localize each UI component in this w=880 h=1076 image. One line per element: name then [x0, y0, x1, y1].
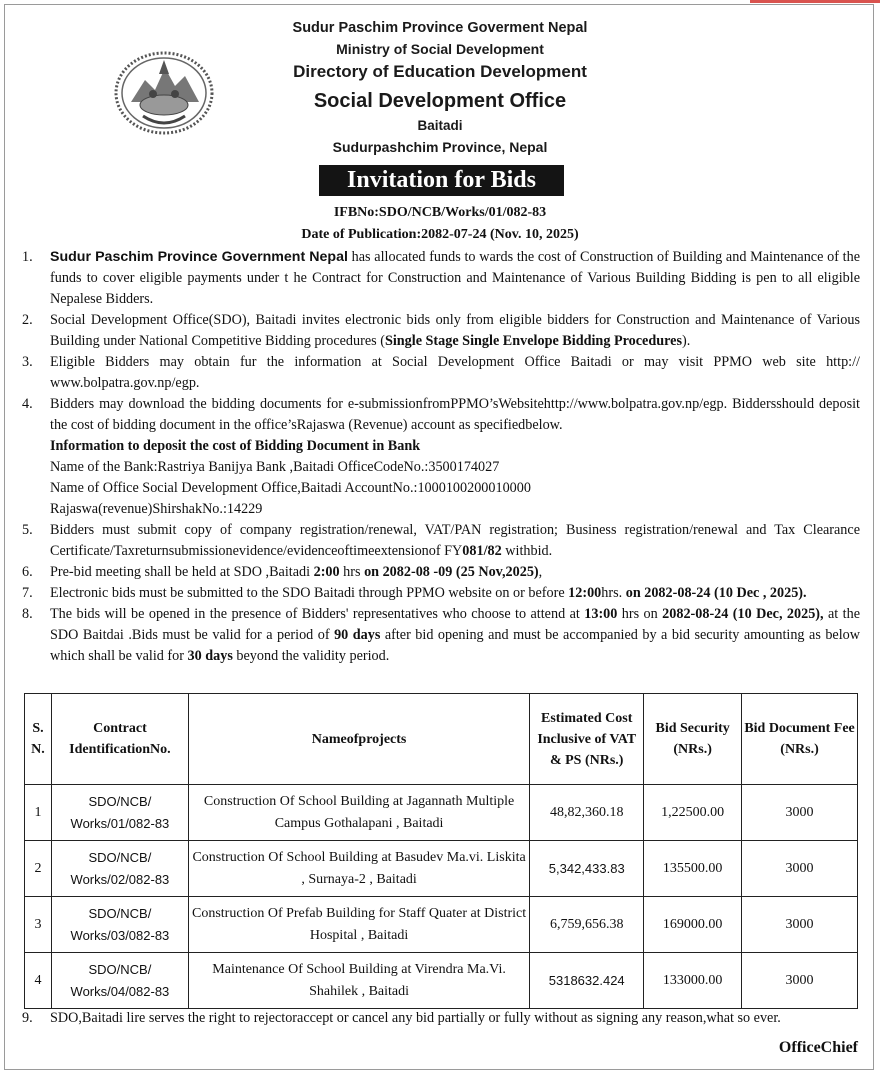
item-number: 5. [22, 522, 33, 538]
item-bold: on 2082-08-24 (10 Dec , 2025). [625, 585, 807, 601]
cell-security: 135500.00 [644, 841, 742, 897]
col-header-fee: Bid Document Fee (NRs.) [742, 694, 858, 785]
item-bold: Single Stage Single Envelope Bidding Procedures [384, 333, 682, 349]
item-body: hrs [339, 564, 365, 580]
col-header-estimate: Estimated Cost Inclusive of VAT & PS (NRs.) [530, 694, 644, 785]
item-number: 1. [22, 249, 33, 265]
item-bold: 2082-08-24 (10 Dec, 2025), [662, 606, 824, 622]
footer-clause [22, 1010, 860, 1027]
item-number: 2. [22, 312, 33, 328]
item-text [50, 604, 860, 667]
cell-sn: 1 [25, 785, 52, 841]
item-body: Pre-bid meeting shall be held at SDO ,Baitadi [50, 564, 314, 580]
item-number: 6. [22, 564, 33, 580]
bank-heading: Information to deposit the cost of Bidding Document in Bank [50, 438, 421, 454]
header-office: Social Development Office [313, 90, 567, 112]
cell-project: Maintenance Of School Building at Virendra Ma.Vi. Shahilek , Baitadi [188, 953, 529, 1009]
item-body: Social Development Office(SDO), Baitadi invites electronic bids only from eligible bidders for Construction and Maintenance of Various Building under National Competitive Bidding procedures ( [50, 312, 860, 349]
item-tail: , [538, 564, 543, 580]
item-tail: withbid. [501, 543, 553, 559]
page-title: Invitation for Bids [319, 165, 564, 196]
item-text [50, 583, 860, 604]
item-bold: 081/82 [462, 543, 502, 559]
cell-estimate: 6,759,656.38 [530, 897, 644, 953]
item-bold: 2:00 [313, 564, 340, 580]
list-item [22, 604, 860, 667]
bids-table-container [24, 693, 858, 1009]
cell-contract: SDO/NCB/ Works/02/082-83 [51, 841, 188, 897]
header-province: Sudurpashchim Province, Nepal [332, 139, 548, 155]
col-header-sn: S. N. [25, 694, 52, 785]
header-government: Sudur Paschim Province Goverment Nepal [292, 20, 588, 36]
item-text [50, 310, 860, 352]
item-body: after bid opening and must be accompanied by a bid security amounting as below which shall be valid for [50, 627, 860, 664]
col-header-contract: Contract IdentificationNo. [51, 694, 188, 785]
cell-fee: 3000 [742, 897, 858, 953]
item-number: 9. [22, 1010, 33, 1026]
cell-fee: 3000 [742, 841, 858, 897]
cell-sn: 2 [25, 841, 52, 897]
cell-sn: 3 [25, 897, 52, 953]
cell-estimate: 48,82,360.18 [530, 785, 644, 841]
notice-body [22, 247, 860, 667]
cell-contract: SDO/NCB/ Works/04/082-83 [51, 953, 188, 1009]
table-row [25, 785, 858, 841]
cell-security: 169000.00 [644, 897, 742, 953]
item-body: hrs on [617, 606, 663, 622]
col-header-security: Bid Security (NRs.) [644, 694, 742, 785]
item-number: 8. [22, 606, 33, 622]
list-item [22, 562, 860, 583]
list-item [22, 352, 860, 394]
header-directory: Directory of Education Development [293, 62, 587, 81]
header-ministry: Ministry of Social Development [336, 41, 544, 57]
item-number: 3. [22, 354, 33, 370]
col-header-project: Nameofprojects [188, 694, 529, 785]
footer-text: SDO,Baitadi lire serves the right to rejectoraccept or cancel any bid partially or fully without as signing any reason,what so ever. [50, 1010, 781, 1026]
item-bold: 12:00 [568, 585, 602, 601]
item-body: Electronic bids must be submitted to the SDO Baitadi through PPMO website on or before [50, 585, 569, 601]
cell-security: 1,22500.00 [644, 785, 742, 841]
list-item [22, 310, 860, 352]
item-body: at the SDO Baitdai .Bids must be valid for a period of [50, 606, 860, 643]
list-item [22, 394, 860, 520]
list-item [22, 247, 860, 310]
list-item [22, 520, 860, 562]
cell-sn: 4 [25, 953, 52, 1009]
cell-security: 133000.00 [644, 953, 742, 1009]
cell-project: Construction Of Prefab Building for Staff Quater at District Hospital , Baitadi [188, 897, 529, 953]
item-body: Bidders may download the bidding documents for e-submissionfromPPMO’sWebsitehttp://www.bolpatra.gov.np/egp. Biddersshould deposit the cost of bidding document in the office’sRajaswa (Revenue) account as specifiedbelow. [50, 396, 860, 433]
item-number: 4. [22, 396, 33, 412]
item-bold: 30 days [187, 648, 233, 664]
item-number: 7. [22, 585, 33, 601]
item-tail: ). [682, 333, 691, 349]
bids-table [24, 693, 858, 1009]
cell-project: Construction Of School Building at Jagannath Multiple Campus Gothalapani , Baitadi [188, 785, 529, 841]
header-district: Baitadi [417, 118, 463, 133]
cell-estimate: 5318632.424 [530, 953, 644, 1009]
item-text [50, 520, 860, 562]
item-bold: Sudur Paschim Province Government Nepal [50, 249, 348, 265]
table-row [25, 841, 858, 897]
bank-shirshak: Rajaswa(revenue)ShirshakNo.:14229 [50, 501, 263, 517]
item-body: has allocated funds to wards the cost of Construction of Building and Maintenance of the funds to cover eligible payments under t he Contract for Construction and Maintenance of Various Building Bidding is pen to all eligible Nepalese Bidders. [50, 249, 860, 307]
item-body: hrs. [601, 585, 626, 601]
table-row [25, 953, 858, 1009]
signature-title: OfficeChief [778, 1039, 858, 1056]
cell-project: Construction Of School Building at Basudev Ma.vi. Liskita , Surnaya-2 , Baitadi [188, 841, 529, 897]
cell-fee: 3000 [742, 785, 858, 841]
item-bold: on 2082-08 -09 (25 Nov,2025) [364, 564, 539, 580]
cell-fee: 3000 [742, 953, 858, 1009]
ifb-number: IFBNo:SDO/NCB/Works/01/082-83 [333, 205, 547, 220]
item-text [50, 562, 860, 583]
item-body: Bidders must submit copy of company registration/renewal, VAT/PAN registration; Business registration/renewal and Tax Clearance Certificate/Taxreturnsubmissionevidence/evidenceoftimeextensionof FY [50, 522, 860, 559]
list-item [22, 583, 860, 604]
item-bold: 90 days [334, 627, 381, 643]
table-header-row [25, 694, 858, 785]
bank-name: Name of the Bank:Rastriya Banijya Bank ,Baitadi OfficeCodeNo.:3500174027 [50, 459, 500, 475]
item-bold: 13:00 [584, 606, 618, 622]
cell-contract: SDO/NCB/ Works/01/082-83 [51, 785, 188, 841]
cell-estimate: 5,342,433.83 [530, 841, 644, 897]
item-text [50, 247, 860, 310]
top-accent-line [750, 0, 880, 3]
item-text [50, 394, 860, 520]
item-text: Eligible Bidders may obtain fur the information at Social Development Office Baitadi or may visit PPMO web site http:// www.bolpatra.gov.np/egp. [50, 354, 860, 391]
item-body: beyond the validity period. [232, 648, 390, 664]
table-row [25, 897, 858, 953]
item-body: The bids will be opened in the presence of Bidders' representatives who choose to attend at [50, 606, 585, 622]
cell-contract: SDO/NCB/ Works/03/082-83 [51, 897, 188, 953]
bank-account: Name of Office Social Development Office,Baitadi AccountNo.:1000100200010000 [50, 480, 531, 496]
publication-date: Date of Publication:2082-07-24 (Nov. 10, 2025) [301, 227, 579, 242]
